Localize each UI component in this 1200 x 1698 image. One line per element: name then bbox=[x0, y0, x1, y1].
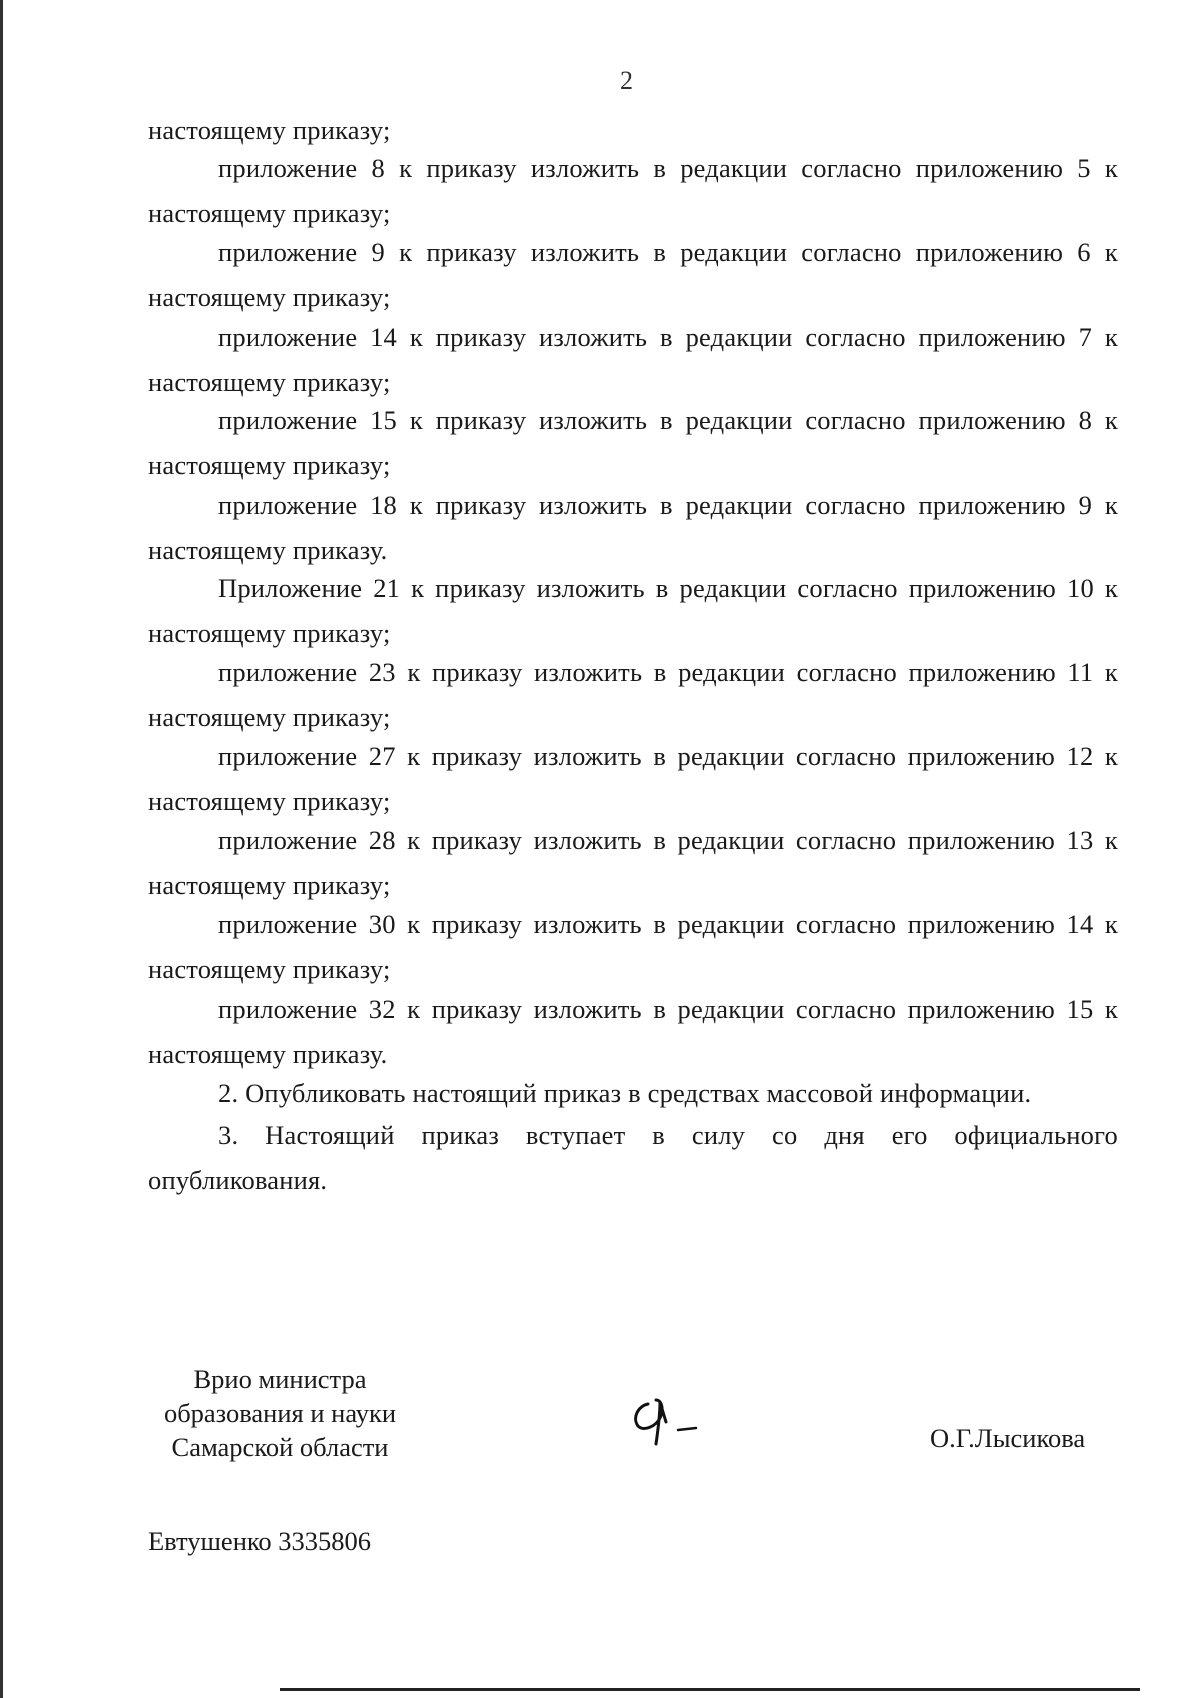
paragraph-text: 3. Настоящий приказ вступает в силу со дня его официального опубликования. bbox=[148, 1120, 1118, 1195]
position-line: Самарской области bbox=[171, 1432, 389, 1462]
paragraph-text: приложение 18 к приказу изложить в редакции согласно приложению 9 к настоящему приказу. bbox=[148, 490, 1118, 565]
paragraph-item bbox=[148, 483, 1118, 573]
paragraph-text: приложение 15 к приказу изложить в редакции согласно приложению 8 к настоящему приказу; bbox=[148, 405, 1118, 480]
paragraph-text: приложение 28 к приказу изложить в редакции согласно приложению 13 к настоящему приказу; bbox=[148, 825, 1118, 900]
paragraph-text: приложение 9 к приказу изложить в редакции согласно приложению 6 к настоящему приказу; bbox=[148, 237, 1118, 312]
paragraph-item bbox=[148, 987, 1118, 1077]
signer-name: О.Г.Лысикова bbox=[930, 1423, 1086, 1453]
paragraph-text: приложение 8 к приказу изложить в редакции согласно приложению 5 к настоящему приказу; bbox=[148, 153, 1118, 228]
paragraph-item bbox=[148, 818, 1118, 908]
paragraph-text: Приложение 21 к приказу изложить в редакции согласно приложению 10 к настоящему приказу; bbox=[148, 573, 1118, 648]
handwritten-signature bbox=[620, 1382, 720, 1452]
paragraph-text: приложение 30 к приказу изложить в редакции согласно приложению 14 к настоящему приказу; bbox=[148, 909, 1118, 984]
paragraph-item bbox=[148, 734, 1118, 824]
paragraph-item bbox=[148, 902, 1118, 992]
paragraph-item bbox=[148, 566, 1118, 656]
paragraph-effective bbox=[148, 1113, 1118, 1203]
paragraph-text: приложение 14 к приказу изложить в редакции согласно приложению 7 к настоящему приказу; bbox=[148, 322, 1118, 397]
scan-bottom-line bbox=[280, 1688, 1140, 1691]
paragraph-item bbox=[148, 650, 1118, 740]
paragraph-publish bbox=[148, 1071, 1118, 1116]
signatory-position bbox=[140, 1362, 420, 1464]
paragraph-item bbox=[148, 146, 1118, 236]
paragraph-text: 2. Опубликовать настоящий приказ в средствах массовой информации. bbox=[218, 1078, 1032, 1108]
paragraph-item bbox=[148, 230, 1118, 320]
position-line: Врио министра bbox=[193, 1364, 367, 1394]
paragraph-item bbox=[148, 398, 1118, 488]
executor-contact: Евтушенко 3335806 bbox=[148, 1526, 372, 1556]
position-line: образования и науки bbox=[163, 1398, 397, 1428]
scan-edge bbox=[0, 0, 3, 1698]
paragraph-item bbox=[148, 315, 1118, 405]
paragraph-text: приложение 32 к приказу изложить в редакции согласно приложению 15 к настоящему приказу. bbox=[148, 994, 1118, 1069]
page-number: 2 bbox=[620, 66, 633, 95]
paragraph-text: приложение 23 к приказу изложить в редакции согласно приложению 11 к настоящему приказу; bbox=[148, 657, 1118, 732]
paragraph-text: приложение 27 к приказу изложить в редакции согласно приложению 12 к настоящему приказу; bbox=[148, 741, 1118, 816]
paragraph-text: настоящему приказу; bbox=[148, 115, 391, 145]
